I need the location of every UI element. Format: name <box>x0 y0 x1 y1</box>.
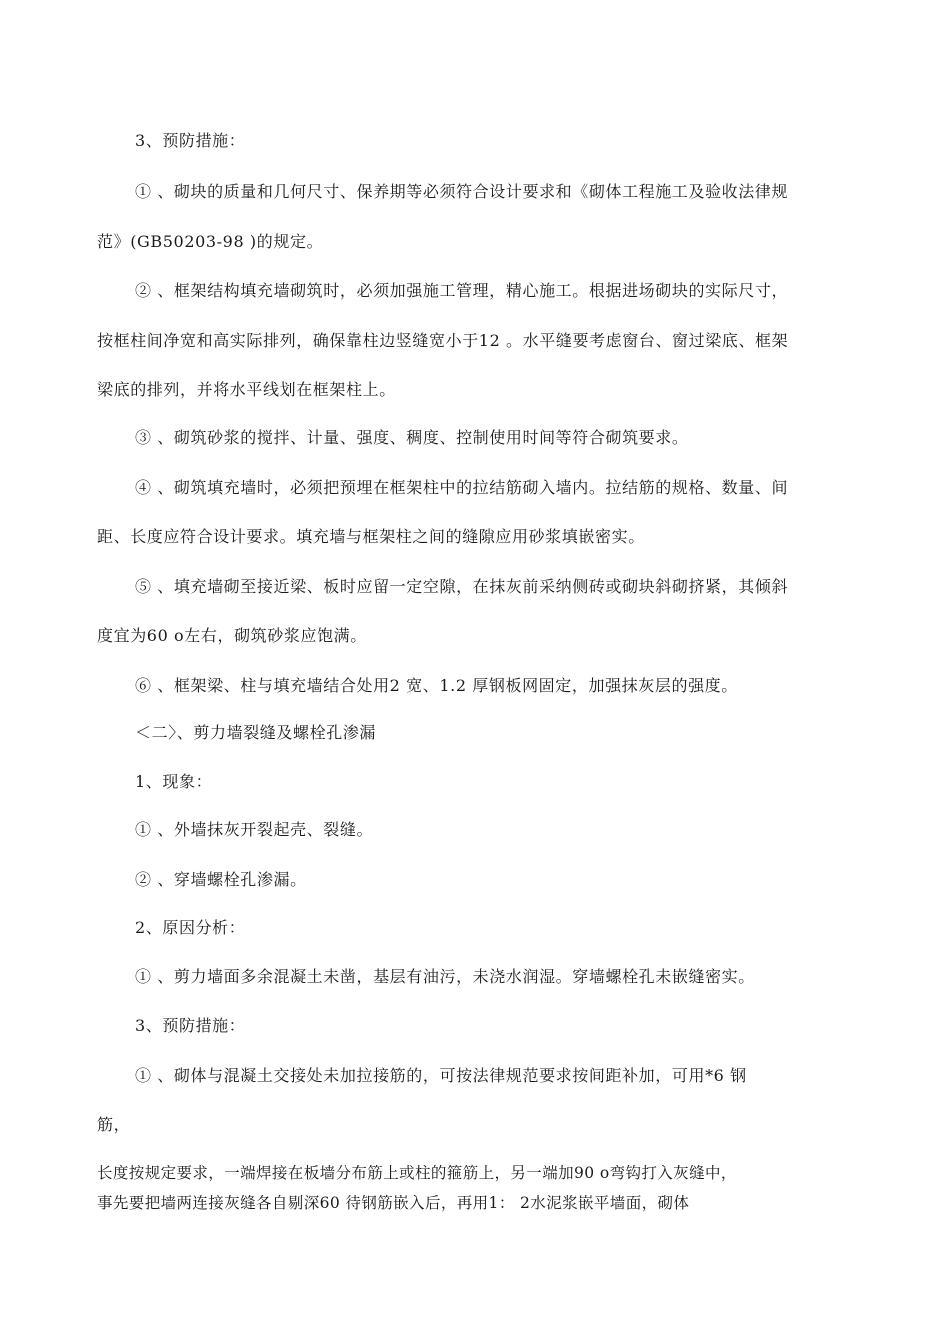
paragraph-line: 距、长度应符合设计要求。填充墙与框架柱之间的缝隙应用砂浆填嵌密实。 <box>97 527 645 546</box>
paragraph-line: 按框柱间净宽和高实际排列，确保靠柱边竖缝宽小于12 。水平缝要考虑窗台、窗过梁底、框架 <box>97 331 789 350</box>
paragraph-line: ④ 、砌筑填充墙时，必须把预埋在框架柱中的拉结筋砌入墙内。拉结筋的规格、数量、间 <box>135 478 789 497</box>
paragraph-line: 度宜为60 o左右，砌筑砂浆应饱满。 <box>97 626 367 645</box>
paragraph-line: 事先要把墙两连接灰缝各自剔深60 待钢筋嵌入后，再用1： 2水泥浆嵌平墙面，砌体 <box>97 1194 690 1212</box>
section-heading-shear-wall: ＜二〉、剪力墙裂缝及螺栓孔渗漏 <box>135 723 377 742</box>
subheading-phenomenon: 1、现象： <box>135 772 213 791</box>
subheading-cause-analysis: 2、原因分析： <box>135 918 246 937</box>
paragraph-line: ① 、外墙抹灰开裂起壳、裂缝。 <box>135 820 374 839</box>
paragraph-line: 长度按规定要求，一端焊接在板墙分布筋上或柱的箍筋上，另一端加90 o弯钩打入灰缝中， <box>97 1164 737 1182</box>
paragraph-line: ② 、框架结构填充墙砌筑时，必须加强施工管理，精心施工。根据进场砌块的实际尺寸， <box>135 281 789 300</box>
paragraph-line: ③ 、砌筑砂浆的搅拌、计量、强度、稠度、控制使用时间等符合砌筑要求。 <box>135 428 689 447</box>
paragraph-line: ② 、穿墙螺栓孔渗漏。 <box>135 870 307 889</box>
paragraph-line: ⑤ 、填充墙砌至接近梁、板时应留一定空隙，在抹灰前采纳侧砖或砌块斜砌挤紧，其倾斜 <box>135 577 789 596</box>
paragraph-line: 范》(GB50203-98 )的规定。 <box>97 232 324 251</box>
paragraph-line: ① 、砌体与混凝土交接处未加拉接筋的，可按法律规范要求按间距补加，可用*6 钢 <box>135 1066 747 1085</box>
paragraph-line: 筋， <box>97 1115 131 1134</box>
section-heading-prevention: 3、预防措施： <box>135 131 246 150</box>
paragraph-line: ① 、剪力墙面多余混凝土未凿，基层有油污，未浇水润湿。穿墙螺栓孔未嵌缝密实。 <box>135 967 755 986</box>
paragraph-line: 梁底的排列，并将水平线划在框架柱上。 <box>97 380 396 399</box>
paragraph-line: ① 、砌块的质量和几何尺寸、保养期等必须符合设计要求和《砌体工程施工及验收法律规 <box>135 182 789 201</box>
paragraph-line: ⑥ 、框架梁、柱与填充墙结合处用2 宽、1.2 厚钢板网固定，加强抹灰层的强度。 <box>135 676 738 695</box>
subheading-prevention: 3、预防措施： <box>135 1016 246 1035</box>
